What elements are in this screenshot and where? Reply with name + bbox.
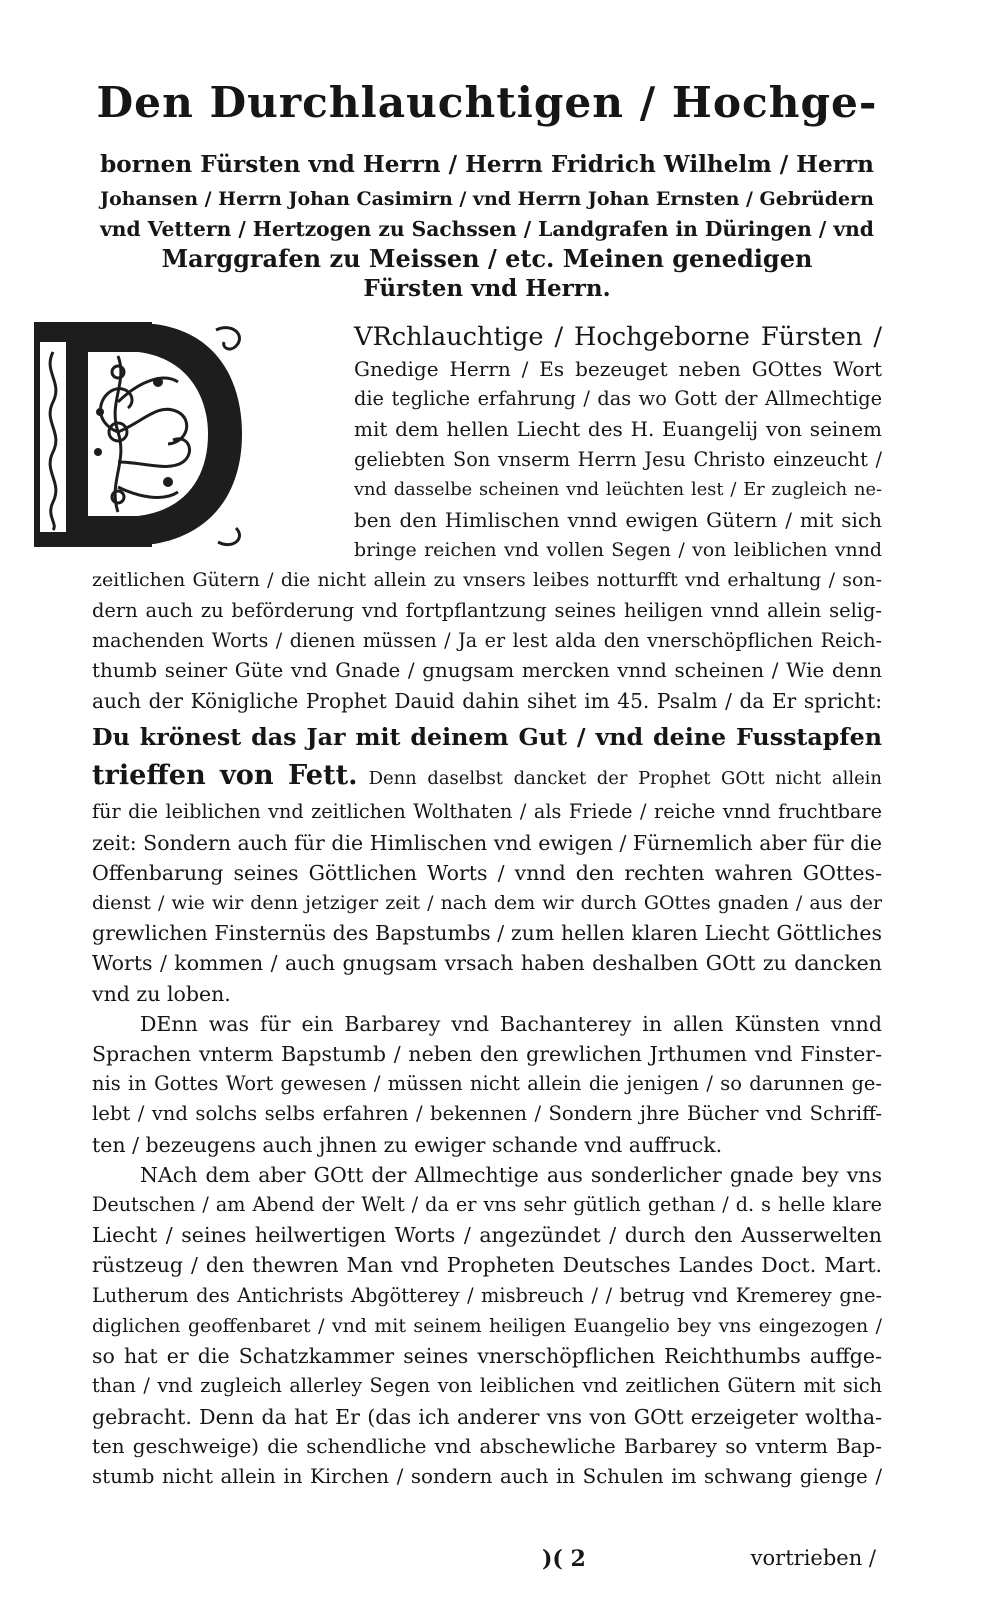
heading-line: bornen Fürsten vnd Herrn / Herrn Fridrich Wilhelm / Herrn: [100, 151, 874, 178]
text-line: ben den Himlischen vnnd ewigen Gütern / mit sich: [354, 508, 882, 533]
dedication-heading: Den Durchlauchtigen / Hochge-: [96, 77, 878, 127]
text-line: [92, 758, 882, 797]
text-line: ten / bezeugens auch jhnen zu ewiger schande vnd auffruck.: [92, 1132, 723, 1157]
text-line: rüstzeug / den thewren Man vnd Propheten Deutsches Landes Doct. Mart.: [92, 1253, 882, 1278]
text-line: VRchlauchtige / Hochgeborne Fürsten /: [354, 322, 882, 352]
document-page: [92, 58, 882, 1492]
signature-mark: )( 2: [542, 1546, 586, 1572]
text-line: für die leiblichen vnd zeitlichen Wolthaten / als Friede / reiche vnnd fruchtbare: [92, 800, 882, 824]
text-line: bringe reichen vnd vollen Segen / von leiblichen vnnd: [354, 539, 882, 562]
text-line: geliebten Son vnserm Herrn Jesu Christo einzeucht /: [354, 447, 882, 471]
text-line: than / vnd zugleich allerley Segen von leiblichen vnd zeitlichen Gütern mit sich: [92, 1374, 882, 1398]
text-line: Offenbarung seines Göttlichen Worts / vnnd den rechten wahren GOttes-: [92, 860, 882, 885]
text-line: grewlichen Finsternüs des Bapstumbs / zum hellen klaren Liecht Göttliches: [92, 921, 882, 946]
text-line: thumb seiner Güte vnd Gnade / gnugsam mercken vnnd scheinen / Wie denn: [92, 659, 882, 683]
text-line-rest: Denn daselbst dancket der Prophet GOtt nicht allein: [368, 768, 882, 790]
paragraph-start-line: DEnn was für ein Barbarey vnd Bachanterey in allen Künsten vnnd: [140, 1011, 882, 1036]
text-line: Sprachen vnterm Bapstumb / neben den grewlichen Jrthumen vnd Finster-: [92, 1042, 882, 1067]
text-line: ten geschweige) die schendliche vnd abschewliche Barbarey so vnterm Bap-: [92, 1434, 882, 1458]
text-line: nis in Gottes Wort gewesen / müssen nicht allein die jenigen / so darunnen ge-: [92, 1072, 882, 1096]
text-line: stumb nicht allein in Kirchen / sondern auch in Schulen im schwang gienge /: [92, 1464, 882, 1488]
heading-line: Fürsten vnd Herrn.: [363, 275, 611, 302]
catchword: vortrieben /: [750, 1546, 876, 1570]
text-line: Liecht / seines heilwertigen Worts / angezündet / durch den Ausserwelten: [92, 1223, 882, 1248]
text-line: dienst / wie wir denn jetziger zeit / nach dem wir durch GOttes gnaden / aus der: [92, 892, 882, 915]
text-line: gebracht. Denn da hat Er (das ich anderer vns von GOtt erzeigeter woltha-: [92, 1404, 882, 1429]
text-line: zeit: Sondern auch für die Himlischen vnd ewigen / Fürnemlich aber für die: [92, 830, 882, 855]
text-line: vnd dasselbe scheinen vnd leüchten lest / Er zugleich ne-: [354, 478, 882, 500]
psalm-quote-end: trieffen von Fett.: [92, 760, 358, 792]
text-line: die tegliche erfahrung / das wo Gott der Allmechtige: [354, 387, 882, 411]
text-line: dern auch zu beförderung vnd fortpflantzung seines heiligen vnnd allein selig-: [92, 598, 882, 622]
text-line: Lutherum des Antichrists Abgötterey / misbreuch / / betrug vnd Kremerey gne-: [92, 1283, 882, 1307]
paragraph-start-line: NAch dem aber GOtt der Allmechtige aus sonderlicher gnade bey vns: [140, 1162, 882, 1187]
text-line: Deutschen / am Abend der Welt / da er vns sehr gütlich gethan / d. s helle klare: [92, 1193, 882, 1217]
text-line: vnd zu loben.: [92, 981, 231, 1006]
heading-line: vnd Vettern / Hertzogen zu Sachssen / Landgrafen in Düringen / vnd: [100, 217, 874, 241]
heading-line: Johansen / Herrn Johan Casimirn / vnd Herrn Johan Ernsten / Gebrüdern: [100, 188, 874, 210]
text-line: Worts / kommen / auch gnugsam vrsach haben deshalben GOtt zu dancken: [92, 951, 882, 976]
text-line: diglichen geoffenbaret / vnd mit seinem heiligen Euangelio bey vns eingezogen /: [92, 1314, 882, 1337]
text-line: auch der Königliche Prophet Dauid dahin sihet im 45. Psalm / da Er spricht:: [92, 689, 882, 714]
text-line: zeitlichen Gütern / die nicht allein zu vnsers leibes notturfft vnd erhaltung / son-: [92, 569, 882, 592]
text-line: mit dem hellen Liecht des H. Euangelij von seinem: [354, 417, 882, 442]
ornamental-initial-d-icon: [18, 312, 248, 557]
text-line: Gnedige Herrn / Es bezeuget neben GOttes Wort: [354, 357, 882, 381]
psalm-quote: Du krönest das Jar mit deinem Gut / vnd deine Fusstapfen: [92, 723, 882, 752]
text-line: machenden Worts / dienen müssen / Ja er lest alda den vnerschöpflichen Reich-: [92, 628, 882, 652]
text-line: so hat er die Schatzkammer seines vnerschöpflichen Reichthumbs auffge-: [92, 1344, 882, 1369]
heading-line: Marggrafen zu Meissen / etc. Meinen genedigen: [161, 244, 813, 273]
page-footer: [92, 1546, 882, 1582]
text-line: lebt / vnd solchs selbs erfahren / bekennen / Sondern jhre Bücher vnd Schriff-: [92, 1102, 882, 1126]
